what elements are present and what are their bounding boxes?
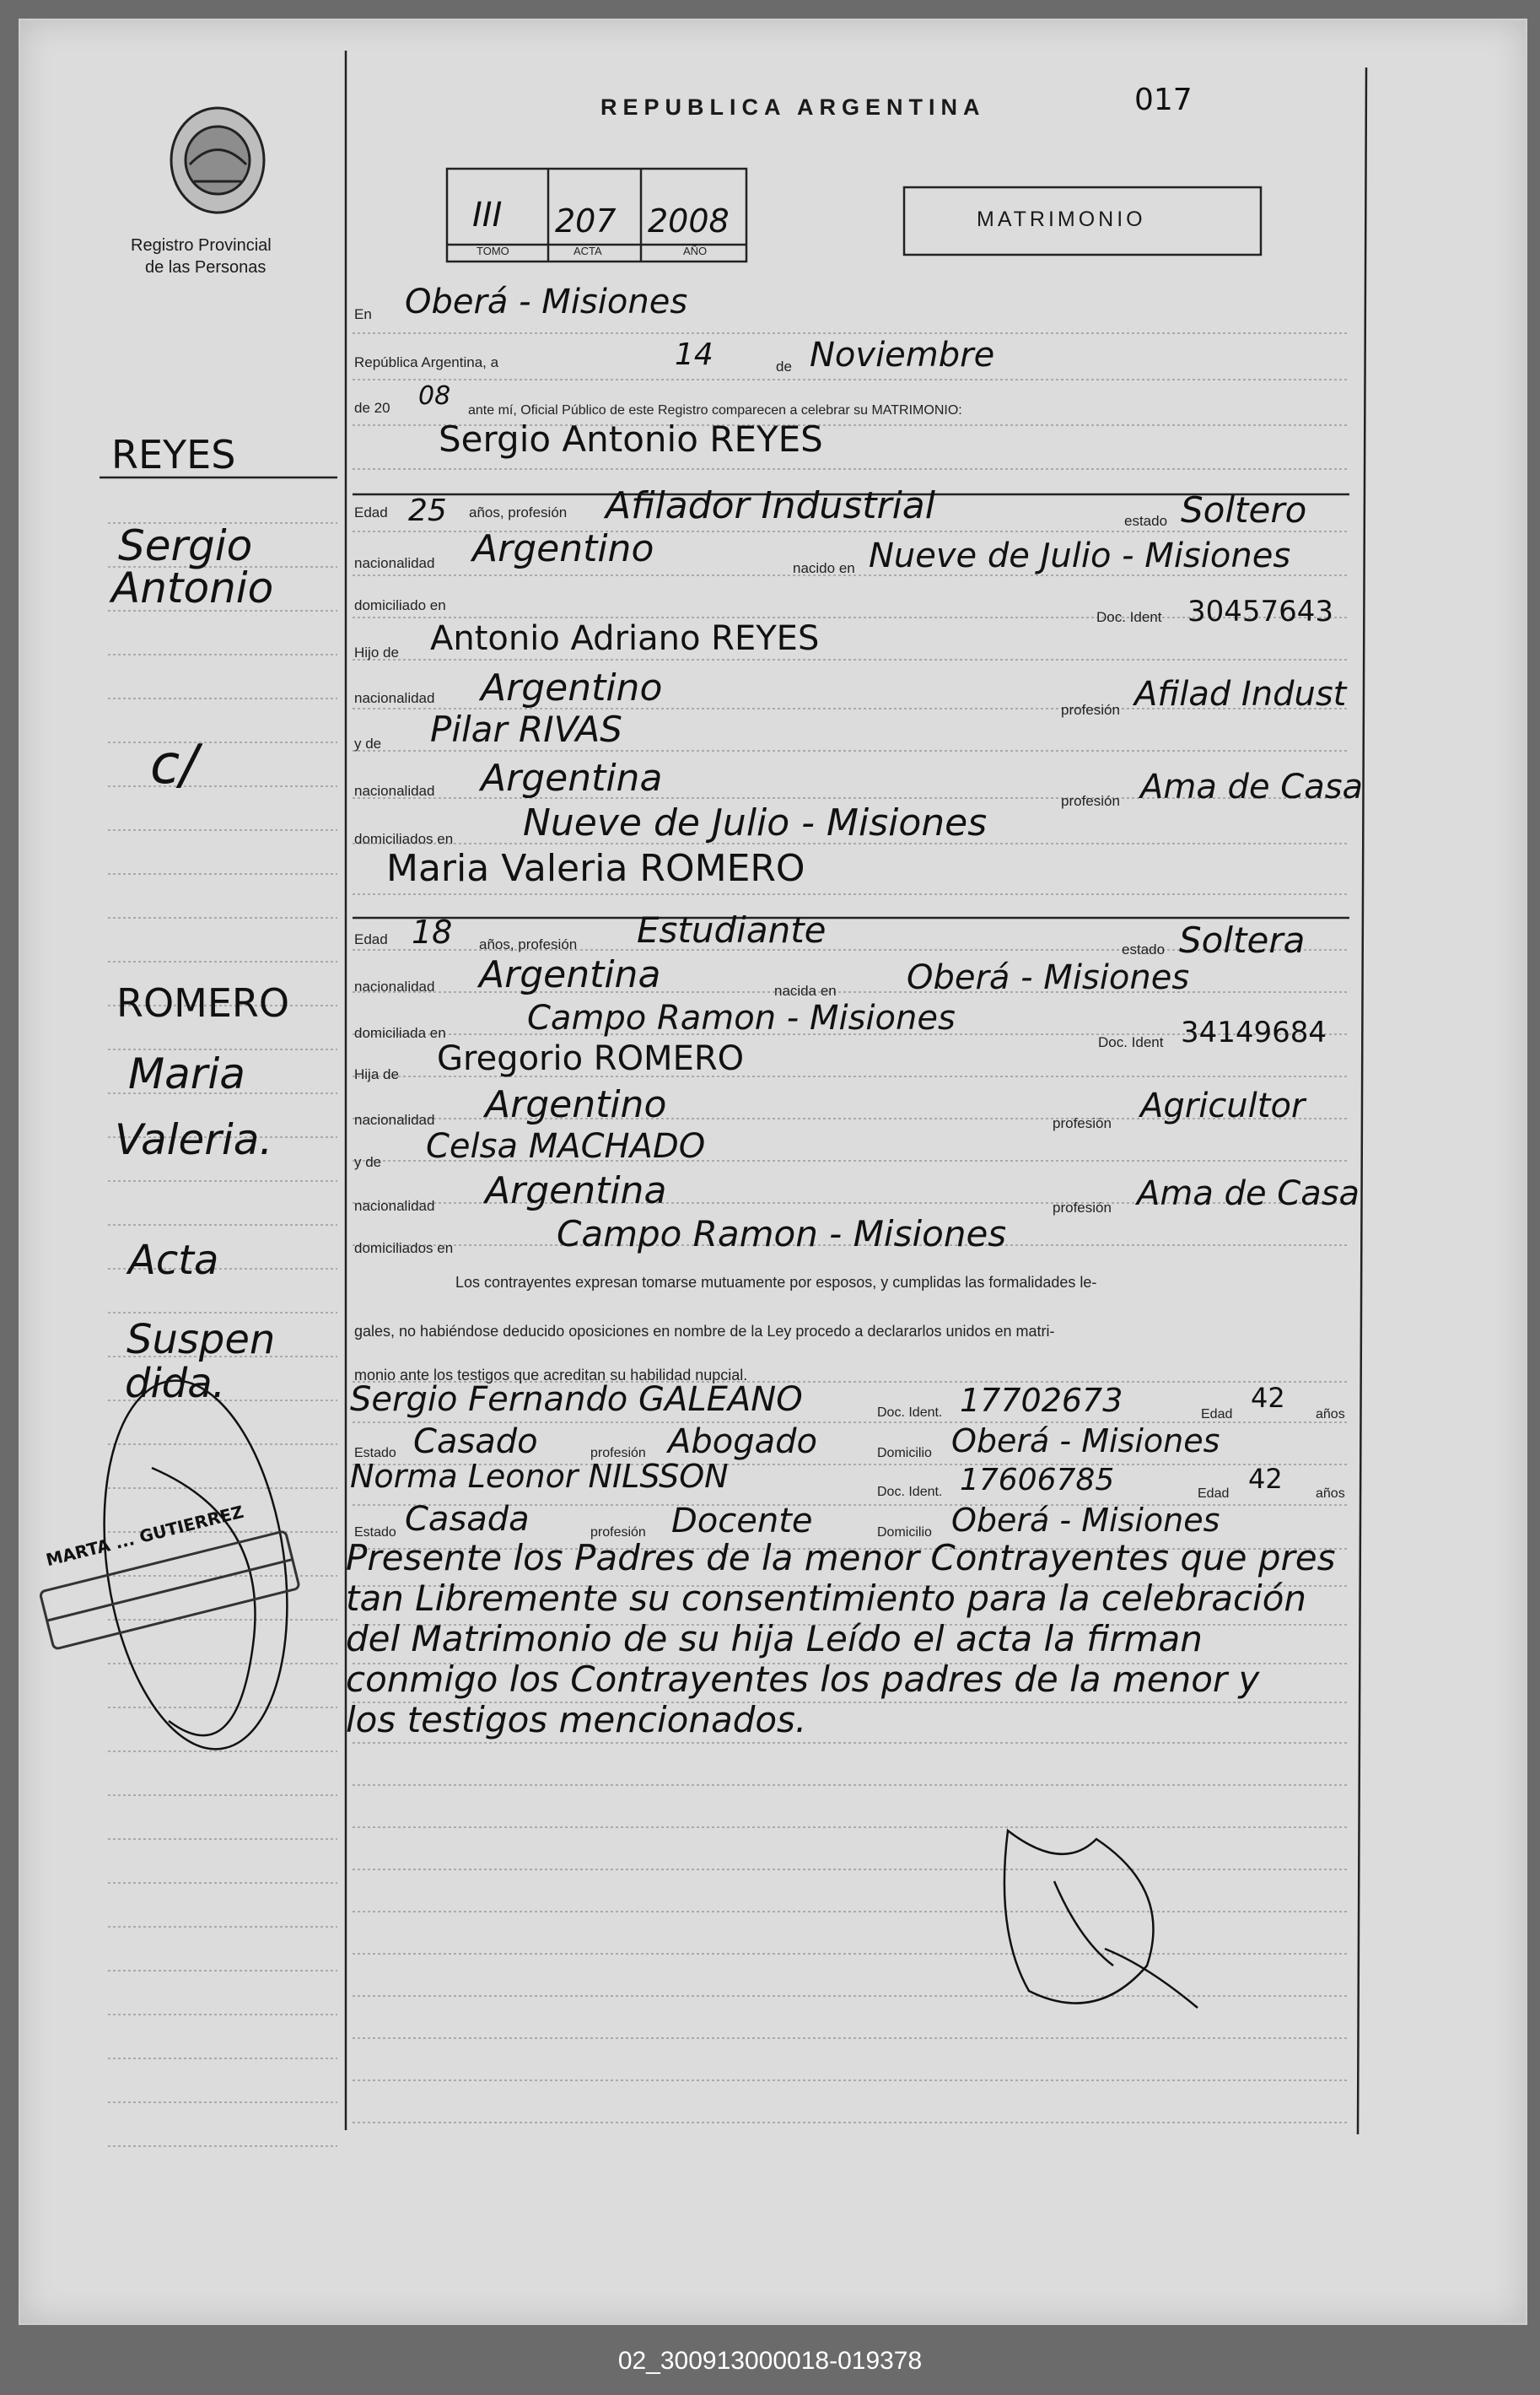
label-prof-groom: años, profesión <box>469 504 568 521</box>
label-nac-gfather: nacionalidad <box>354 690 435 706</box>
bride-name: Maria Valeria ROMERO <box>386 847 805 890</box>
label-domics-groom: domiciliados en <box>354 831 454 847</box>
label-nac-bfather: nacionalidad <box>354 1112 435 1128</box>
year-value: 08 <box>418 381 451 411</box>
margin-status-2: Suspen <box>127 1316 276 1363</box>
groom-profession: Afilador Industrial <box>606 484 935 527</box>
label-prof-gfather: profesión <box>1061 702 1120 718</box>
margin-bride-surname: ROMERO <box>116 980 290 1026</box>
label-yde-groom: y de <box>354 736 382 752</box>
anio-label: AÑO <box>683 245 708 257</box>
witness-1-domicile: Oberá - Misiones <box>951 1422 1220 1459</box>
bride-nationality: Argentina <box>479 953 661 996</box>
label-edad-groom: Edad <box>354 504 388 521</box>
legal-text-1: Los contrayentes expresan tomarse mutuamente por esposos, y cumplidas las formalidades le- <box>455 1274 1097 1291</box>
label-w2-anos: años <box>1316 1486 1345 1501</box>
witness-1-status: Casado <box>413 1422 538 1461</box>
label-doc-bride: Doc. Ident <box>1098 1034 1164 1050</box>
groom-father-nat: Argentino <box>481 666 663 709</box>
margin-bride-name-1: Maria <box>128 1049 245 1098</box>
label-w2-edad: Edad <box>1198 1486 1230 1501</box>
margin-groom-name-1: Sergio <box>118 521 253 570</box>
bride-parents-domicile: Campo Ramon - Misiones <box>557 1213 1007 1254</box>
label-prof-bfather: profesión <box>1053 1115 1112 1131</box>
groom-mother-nat: Argentina <box>481 757 663 800</box>
bride-domicile: Campo Ramon - Misiones <box>527 999 956 1038</box>
label-w2-estado: Estado <box>354 1525 396 1540</box>
margin-bride-name-2: Valeria. <box>115 1115 273 1164</box>
label-estado-bride: estado <box>1122 941 1166 957</box>
bride-birthplace: Oberá - Misiones <box>907 958 1190 997</box>
margin-groom-name-2: Antonio <box>111 564 274 612</box>
label-domics-bride: domiciliados en <box>354 1240 454 1256</box>
witness-2-status: Casada <box>405 1500 530 1539</box>
note-line-5: los testigos mencionados. <box>346 1699 807 1740</box>
label-domic-groom: domiciliado en <box>354 597 446 613</box>
witness-1-age: 42 <box>1251 1382 1285 1414</box>
margin-status-3: dida. <box>125 1360 225 1407</box>
label-w1-doc: Doc. Ident. <box>877 1405 943 1420</box>
witness-2-dni: 17606785 <box>960 1463 1115 1497</box>
month-value: Noviembre <box>810 336 995 375</box>
label-w1-domic: Domicilio <box>877 1446 932 1460</box>
bride-profession: Estudiante <box>637 909 827 951</box>
witness-2-profession: Docente <box>671 1502 813 1540</box>
groom-age: 25 <box>408 494 447 528</box>
acta-value: 207 <box>555 202 617 240</box>
witness-2-age: 42 <box>1248 1463 1283 1495</box>
label-w2-domic: Domicilio <box>877 1525 932 1540</box>
label-de: de <box>776 359 792 375</box>
witness-1-name: Sergio Fernando GALEANO <box>350 1380 803 1419</box>
margin-stamp-text: MARTA ... GUTIERREZ <box>44 1501 246 1571</box>
tomo-label: TOMO <box>477 245 509 257</box>
registry-line-2: de las Personas <box>145 258 267 277</box>
label-prof-bride: años, profesión <box>479 936 578 952</box>
groom-nationality: Argentino <box>472 527 654 570</box>
label-w2-doc: Doc. Ident. <box>877 1485 943 1499</box>
label-yde-bride: y de <box>354 1154 382 1170</box>
label-nacido: nacido en <box>793 560 855 576</box>
note-line-4: conmigo los Contrayentes los padres de la menor y <box>346 1659 1260 1700</box>
label-de-year: de 20 <box>354 400 390 416</box>
bride-father-nat: Argentino <box>485 1083 667 1126</box>
label-w1-anos: años <box>1316 1407 1345 1421</box>
label-w1-prof: profesión <box>590 1446 646 1460</box>
label-w1-edad: Edad <box>1201 1407 1233 1421</box>
bride-age: 18 <box>412 914 453 951</box>
label-hija: Hija de <box>354 1066 399 1082</box>
groom-name: Sergio Antonio REYES <box>439 418 823 460</box>
acta-label: ACTA <box>573 245 602 257</box>
document-type: MATRIMONIO <box>977 208 1146 231</box>
note-line-2: tan Libremente su consentimiento para la celebración <box>346 1578 1307 1619</box>
country-title: REPUBLICA ARGENTINA <box>600 94 986 120</box>
label-republica: República Argentina, a <box>354 354 499 370</box>
note-line-3: del Matrimonio de su hija Leído el acta la firman <box>346 1618 1203 1659</box>
groom-birthplace: Nueve de Julio - Misiones <box>869 537 1291 575</box>
label-doc-groom: Doc. Ident <box>1096 609 1162 625</box>
day-value: 14 <box>675 337 713 372</box>
label-domic-bride: domiciliada en <box>354 1025 446 1041</box>
tomo-value: III <box>472 196 503 235</box>
groom-dni: 30457643 <box>1187 595 1334 628</box>
bride-dni: 34149684 <box>1181 1016 1327 1049</box>
legal-text-2: gales, no habiéndose deducido oposiciones en nombre de la Ley procedo a declararlos unidos en matri- <box>354 1323 1055 1340</box>
label-prof-bmother: profesión <box>1053 1200 1112 1216</box>
bride-mother-prof: Ama de Casa <box>1137 1174 1360 1213</box>
label-nac-gmother: nacionalidad <box>354 783 435 799</box>
label-nac-bride: nacionalidad <box>354 979 435 995</box>
groom-status: Soltero <box>1181 489 1307 531</box>
bride-status: Soltera <box>1179 920 1306 961</box>
label-estado-groom: estado <box>1124 513 1168 529</box>
bride-mother: Celsa MACHADO <box>426 1127 706 1166</box>
witness-1-dni: 17702673 <box>960 1382 1123 1419</box>
label-hijo: Hijo de <box>354 645 399 661</box>
label-nacida: nacida en <box>774 983 837 999</box>
witness-2-domicile: Oberá - Misiones <box>951 1502 1220 1539</box>
folio-number: 017 <box>1134 83 1193 117</box>
groom-parents-domicile: Nueve de Julio - Misiones <box>523 801 988 844</box>
legal-text-3: monio ante los testigos que acreditan su habilidad nupcial. <box>354 1367 748 1384</box>
margin-conjunction: c/ <box>150 734 198 796</box>
place-value: Oberá - Misiones <box>405 283 688 321</box>
label-ante: ante mí, Oficial Público de este Registro comparecen a celebrar su MATRIMONIO: <box>468 403 962 418</box>
note-line-1: Presente los Padres de la menor Contrayentes que pres <box>346 1537 1336 1578</box>
registry-line-1: Registro Provincial <box>131 236 272 255</box>
anio-value: 2008 <box>648 202 730 240</box>
witness-2-name: Norma Leonor NILSSON <box>350 1458 729 1495</box>
label-edad-bride: Edad <box>354 931 388 947</box>
groom-father-prof: Afilad Indust <box>1134 675 1347 714</box>
groom-father: Antonio Adriano REYES <box>430 619 820 658</box>
witness-1-profession: Abogado <box>668 1422 817 1461</box>
margin-groom-surname: REYES <box>111 432 236 477</box>
label-en: En <box>354 306 372 322</box>
groom-mother: Pilar RIVAS <box>430 709 622 750</box>
bride-father: Gregorio ROMERO <box>437 1039 745 1078</box>
bride-father-prof: Agricultor <box>1140 1087 1306 1125</box>
provincial-emblem-icon <box>171 108 264 213</box>
label-prof-gmother: profesión <box>1061 793 1120 809</box>
footer-file-id: 02_300913000018-019378 <box>617 2347 923 2375</box>
label-nac-groom: nacionalidad <box>354 555 435 571</box>
groom-mother-prof: Ama de Casa <box>1140 768 1364 806</box>
bride-mother-nat: Argentina <box>485 1169 667 1212</box>
margin-status-1: Acta <box>128 1237 219 1284</box>
label-w1-estado: Estado <box>354 1446 396 1460</box>
label-w2-prof: profesión <box>590 1525 646 1540</box>
label-nac-bmother: nacionalidad <box>354 1198 435 1214</box>
